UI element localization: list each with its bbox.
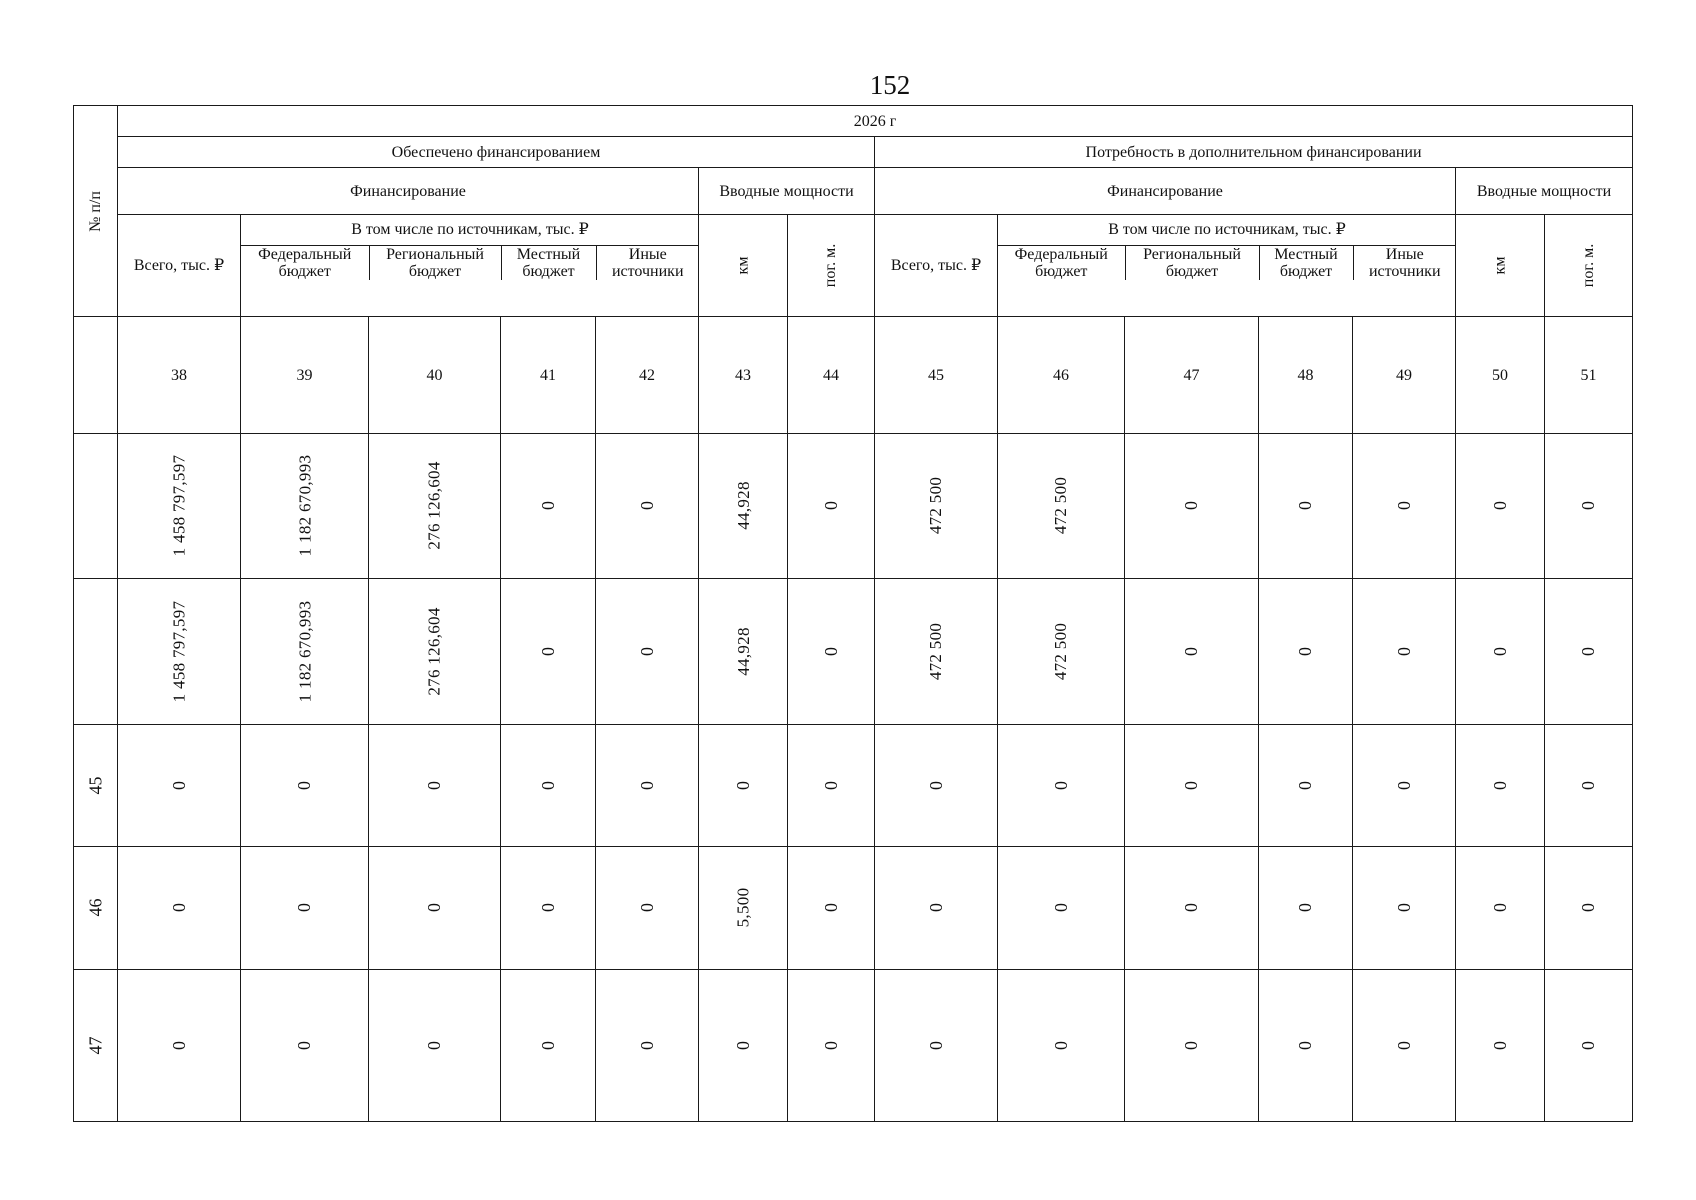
cell-value: 0 xyxy=(424,903,444,912)
table-cell xyxy=(596,725,699,847)
table-cell xyxy=(118,970,241,1122)
cell-value: 0 xyxy=(1181,903,1201,912)
cell-value: 0 xyxy=(1050,903,1071,912)
cell-value: 5,500 xyxy=(733,887,753,928)
table-cell xyxy=(369,434,501,579)
cell-value: 0 xyxy=(732,1040,753,1050)
table-row xyxy=(74,434,1633,579)
table-row xyxy=(74,847,1633,970)
column-number: 39 xyxy=(241,317,369,434)
cell-value: 0 xyxy=(820,501,841,510)
secured-total-header: Всего, тыс. ₽ xyxy=(118,215,241,317)
cell-value: 1 458 797,597 xyxy=(169,600,189,702)
table-row xyxy=(74,725,1633,847)
cell-value: 472 500 xyxy=(1051,622,1071,680)
cell-value: 0 xyxy=(537,646,558,656)
table-cell xyxy=(596,970,699,1122)
column-number: 41 xyxy=(501,317,596,434)
cell-value: 0 xyxy=(537,903,558,912)
table-cell xyxy=(1456,847,1545,970)
table-cell xyxy=(1259,725,1353,847)
table-cell xyxy=(596,579,699,725)
cell-value: 0 xyxy=(1181,646,1201,656)
table-cell xyxy=(1456,579,1545,725)
table-cell xyxy=(1259,847,1353,970)
cell-value: 0 xyxy=(1050,780,1071,790)
cell-value: 0 xyxy=(294,780,314,790)
table-cell xyxy=(998,579,1125,725)
table-cell xyxy=(1259,970,1353,1122)
table-cell xyxy=(788,725,875,847)
table-cell xyxy=(875,847,998,970)
table-cell xyxy=(241,725,369,847)
column-number: 38 xyxy=(118,317,241,434)
cell-value: 0 xyxy=(1295,903,1315,912)
table-cell xyxy=(241,847,369,970)
table-cell xyxy=(501,970,596,1122)
table-cell xyxy=(1353,434,1456,579)
column-number: 40 xyxy=(369,317,501,434)
secured-federal-header: Федеральный бюджет xyxy=(241,245,369,280)
column-number: 46 xyxy=(998,317,1125,434)
cell-value: 44,928 xyxy=(733,481,753,530)
secured-financing-subheader: Финансирование xyxy=(118,168,699,215)
column-number: 48 xyxy=(1259,317,1353,434)
table-row xyxy=(74,579,1633,725)
needed-other-header: Иные источники xyxy=(1368,245,1441,280)
table-cell xyxy=(1545,847,1633,970)
secured-linear-m-header: пог. м. xyxy=(788,215,875,317)
table-cell xyxy=(998,847,1125,970)
needed-km-header: км xyxy=(1456,215,1545,317)
cell-value: 0 xyxy=(1578,903,1599,912)
row-number-cell xyxy=(74,847,118,970)
cell-value: 0 xyxy=(1489,1040,1510,1050)
secured-km-header: км xyxy=(699,215,788,317)
cell-value: 0 xyxy=(168,903,189,912)
table-cell xyxy=(998,434,1125,579)
cell-value: 0 xyxy=(1578,1040,1599,1050)
table-cell xyxy=(369,579,501,725)
table-cell xyxy=(699,434,788,579)
table-cell xyxy=(241,970,369,1122)
table-cell xyxy=(501,725,596,847)
table-cell xyxy=(369,725,501,847)
row-number-cell xyxy=(74,970,118,1122)
row-number-cell xyxy=(74,434,118,579)
needed-financing-subheader: Финансирование xyxy=(875,168,1456,215)
cell-value: 0 xyxy=(1393,780,1414,790)
cell-value: 0 xyxy=(1393,646,1414,656)
cell-value: 0 xyxy=(537,780,558,790)
table-cell xyxy=(501,579,596,725)
cell-value: 0 xyxy=(820,780,841,790)
cell-value: 0 xyxy=(820,1040,841,1050)
cell-value: 1 182 670,993 xyxy=(295,600,314,702)
cell-value: 0 xyxy=(636,1040,657,1050)
cell-value: 0 xyxy=(636,903,657,912)
table-cell xyxy=(875,434,998,579)
cell-value: 0 xyxy=(1489,646,1510,656)
cell-value: 1 458 797,597 xyxy=(169,454,189,557)
table-cell xyxy=(788,847,875,970)
cell-value: 0 xyxy=(925,1040,946,1050)
table-cell xyxy=(788,970,875,1122)
table-cell xyxy=(118,847,241,970)
cell-value: 0 xyxy=(636,780,657,790)
cell-value: 0 xyxy=(1295,501,1315,510)
cell-value: 0 xyxy=(1489,780,1510,790)
row-number: 46 xyxy=(85,898,105,917)
cell-value: 0 xyxy=(1578,780,1599,790)
column-number-empty xyxy=(74,317,118,434)
table-cell xyxy=(1125,725,1259,847)
cell-value: 472 500 xyxy=(1051,476,1071,535)
table-cell xyxy=(1125,970,1259,1122)
cell-value: 0 xyxy=(168,780,189,790)
cell-value: 0 xyxy=(1295,1040,1315,1050)
row-number: 45 xyxy=(85,776,105,794)
table-cell xyxy=(501,847,596,970)
cell-value: 0 xyxy=(636,501,657,510)
table-cell xyxy=(788,434,875,579)
table-cell xyxy=(1545,970,1633,1122)
table-cell xyxy=(1456,970,1545,1122)
cell-value: 472 500 xyxy=(926,476,946,535)
cell-value: 0 xyxy=(1578,501,1599,510)
table-cell xyxy=(1545,725,1633,847)
table-cell xyxy=(1259,579,1353,725)
needed-regional-header: Региональный бюджет xyxy=(1125,245,1259,280)
secured-local-header: Местный бюджет xyxy=(501,245,596,280)
table-cell xyxy=(1545,579,1633,725)
table-cell xyxy=(501,434,596,579)
table-cell xyxy=(1545,434,1633,579)
cell-value: 472 500 xyxy=(926,622,946,680)
table-cell xyxy=(699,725,788,847)
table-cell xyxy=(241,434,369,579)
cell-value: 0 xyxy=(820,646,841,656)
table-cell xyxy=(699,579,788,725)
cell-value: 0 xyxy=(1181,1040,1201,1050)
row-number-cell xyxy=(74,725,118,847)
table-cell xyxy=(699,847,788,970)
needed-total-header: Всего, тыс. ₽ xyxy=(875,215,998,317)
cell-value: 0 xyxy=(537,1040,558,1050)
row-number-cell xyxy=(74,579,118,725)
cell-value: 276 126,604 xyxy=(425,606,444,696)
column-number: 43 xyxy=(699,317,788,434)
table-cell xyxy=(596,847,699,970)
cell-value: 276 126,604 xyxy=(425,461,444,550)
needed-local-header: Местный бюджет xyxy=(1259,245,1353,280)
cell-value: 0 xyxy=(294,903,314,912)
table-row xyxy=(74,970,1633,1122)
column-number: 44 xyxy=(788,317,875,434)
column-number: 50 xyxy=(1456,317,1545,434)
needed-federal-header: Федеральный бюджет xyxy=(998,245,1125,280)
cell-value: 0 xyxy=(537,501,558,510)
cell-value: 0 xyxy=(636,646,657,656)
table-cell xyxy=(369,847,501,970)
cell-value: 0 xyxy=(168,1040,189,1050)
cell-value: 44,928 xyxy=(733,626,753,676)
table-cell xyxy=(1353,847,1456,970)
secured-capacity-header: Вводные мощности xyxy=(699,168,875,215)
page-number: 152 xyxy=(869,70,911,100)
column-number-row xyxy=(74,317,1633,434)
table-cell xyxy=(1353,725,1456,847)
table-body xyxy=(74,434,1633,1122)
cell-value: 0 xyxy=(820,903,841,912)
table-cell xyxy=(875,579,998,725)
table-cell xyxy=(118,579,241,725)
financing-table xyxy=(73,105,1633,1122)
row-number-label: № п/п xyxy=(87,190,104,232)
needed-financing-header: Потребность в дополнительном финансировании xyxy=(875,137,1633,168)
cell-value: 0 xyxy=(1181,780,1201,790)
column-number: 47 xyxy=(1125,317,1259,434)
cell-value: 0 xyxy=(1489,903,1510,912)
table-cell xyxy=(998,725,1125,847)
column-number: 51 xyxy=(1545,317,1633,434)
table-cell xyxy=(875,970,998,1122)
table-cell xyxy=(1125,579,1259,725)
row-number-header xyxy=(74,106,118,317)
year-header: 2026 г xyxy=(118,106,1633,137)
table-cell xyxy=(699,970,788,1122)
cell-value: 0 xyxy=(1295,646,1315,656)
secured-sources-header xyxy=(241,215,699,317)
needed-linear-m-header: пог. м. xyxy=(1545,215,1633,317)
cell-value: 0 xyxy=(1050,1040,1071,1050)
table-cell xyxy=(118,434,241,579)
cell-value: 1 182 670,993 xyxy=(295,454,314,557)
table-cell xyxy=(1259,434,1353,579)
cell-value: 0 xyxy=(1393,903,1414,912)
table-cell xyxy=(241,579,369,725)
secured-financing-header: Обеспечено финансированием xyxy=(118,137,875,168)
table-cell xyxy=(1125,847,1259,970)
cell-value: 0 xyxy=(925,903,946,912)
needed-sources-header xyxy=(998,215,1456,317)
table-cell xyxy=(1456,434,1545,579)
column-number: 42 xyxy=(596,317,699,434)
table-cell xyxy=(998,970,1125,1122)
table-cell xyxy=(118,725,241,847)
row-number: 47 xyxy=(85,1036,105,1054)
cell-value: 0 xyxy=(1295,780,1315,790)
table-cell xyxy=(1353,970,1456,1122)
cell-value: 0 xyxy=(424,780,444,790)
cell-value: 0 xyxy=(1393,1040,1414,1050)
table-cell xyxy=(1125,434,1259,579)
cell-value: 0 xyxy=(732,780,753,790)
table-cell xyxy=(875,725,998,847)
column-number: 49 xyxy=(1353,317,1456,434)
secured-other-header: Иные источники xyxy=(611,245,684,280)
table-cell xyxy=(788,579,875,725)
table-cell xyxy=(1353,579,1456,725)
cell-value: 0 xyxy=(925,780,946,790)
table-cell xyxy=(596,434,699,579)
secured-sources-label: В том числе по источникам, тыс. ₽ xyxy=(241,215,699,245)
cell-value: 0 xyxy=(1578,646,1599,656)
column-number: 45 xyxy=(875,317,998,434)
cell-value: 0 xyxy=(424,1040,444,1050)
table-cell xyxy=(369,970,501,1122)
needed-capacity-header: Вводные мощности xyxy=(1456,168,1633,215)
cell-value: 0 xyxy=(294,1040,314,1050)
cell-value: 0 xyxy=(1489,501,1510,510)
table-cell xyxy=(1456,725,1545,847)
cell-value: 0 xyxy=(1393,501,1414,510)
cell-value: 0 xyxy=(1181,501,1201,510)
needed-sources-label: В том числе по источникам, тыс. ₽ xyxy=(998,215,1456,245)
secured-regional-header: Региональный бюджет xyxy=(369,245,501,280)
